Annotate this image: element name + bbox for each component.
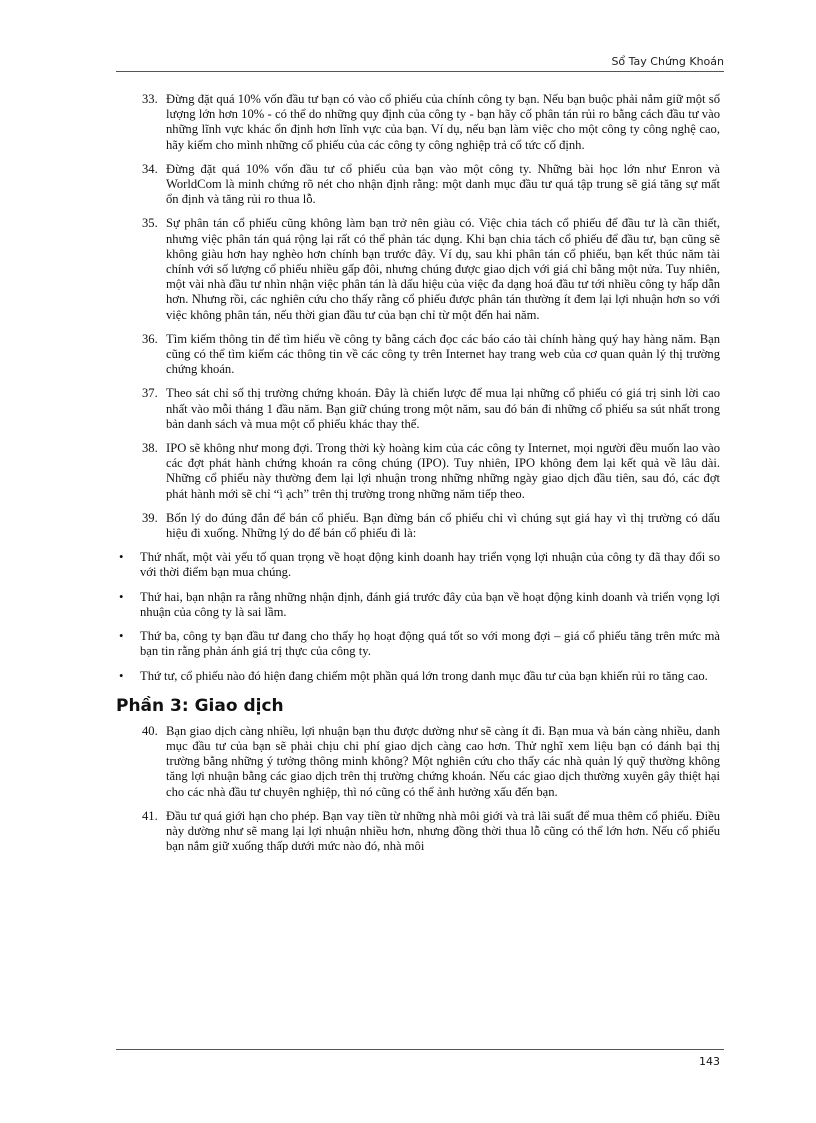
bullet-item [116, 629, 720, 659]
item-text: Theo sát chỉ số thị trường chứng khoán. Đây là chiến lược để mua lại những cổ phiếu có giá trị sinh lời cao nhất vào mỗi tháng 1 đầu năm. Bạn giữ chúng trong một năm, sau đó bán đi những cổ phiếu sa sút nhất trong bản danh sách và mua một cổ phiếu khác thay thế. [166, 386, 720, 431]
footer-divider [116, 1049, 724, 1050]
item-number: 34. [142, 161, 158, 176]
list-item [116, 162, 720, 208]
bullet-list [116, 550, 720, 683]
list-item [116, 386, 720, 432]
item-number: 37. [142, 386, 158, 401]
list-item [116, 216, 720, 322]
item-text: Bạn giao dịch càng nhiều, lợi nhuận bạn thu được dường như sẽ càng ít đi. Bạn mua và bán càng nhiều, danh mục đầu tư của bạn sẽ phải chịu chi phí giao dịch càng cao hơn. Thử nghĩ xem liệu bạn có đánh bại thị trường bằng những ý tưởng thông minh không? Một nghiên cứu cho thấy các nhà quản lý quỹ thường không tăng lợi nhuận bằng các giao dịch trên thị trường chứng khoán. Nếu các giao dịch thường xuyên gây thiệt hại cho các nhà đầu tư chuyên nghiệp, thì nó cũng có thể ảnh hưởng xấu đến bạn. [166, 723, 720, 799]
page-number: 143 [699, 1055, 720, 1068]
list-item [116, 92, 720, 153]
item-number: 39. [142, 510, 158, 525]
list-item [116, 441, 720, 502]
item-text: Bốn lý do đúng đắn để bán cổ phiếu. Bạn đừng bán cổ phiếu chỉ vì chúng sụt giá hay vì thị trường có dấu hiệu đi xuống. Những lý do để bán cổ phiếu đi là: [166, 510, 720, 541]
item-text: Sự phân tán cổ phiếu cũng không làm bạn trở nên giàu có. Việc chia tách cổ phiếu để đầu tư là cần thiết, nhưng việc phân tán quá rộng lại rất có thể phản tác dụng. Khi bạn chia tách cổ phiếu để đầu tư, bạn cũng sẽ không giàu hơn hay nghèo hơn chính bạn trước đây. Ví dụ, sau khi phân tán cổ phiếu, bạn kết thúc năm tài chính với số lượng cổ phiếu nhiều gấp đôi, nhưng chúng được giao dịch với giá chỉ bằng một nửa. Tuy nhiên, một vài nhà đầu tư nhìn nhận việc phân tán là dấu hiệu của việc đa dạng hoá đầu tư tới nhiều công ty hấp dẫn hơn. Nhưng rồi, các nghiên cứu cho thấy rằng cổ phiếu được phân tán thường ít đem lại lợi nhuận hơn so với việc không phân tán, nếu thời gian đầu tư của bạn chỉ từ một đến hai năm. [166, 216, 720, 322]
list-item [116, 332, 720, 378]
item-number: 33. [142, 92, 158, 106]
item-text: Đừng đặt quá 10% vốn đầu tư cổ phiếu của bạn vào một công ty. Những bài học lớn như Enron và WorldCom là minh chứng rõ nét cho nhận định rằng: một danh mục đầu tư quá tập trung sẽ giá tăng sự mất ổn định và tăng rủi ro thua lỗ. [166, 161, 720, 207]
numbered-list-part-1 [116, 92, 720, 541]
item-text: Đầu tư quá giới hạn cho phép. Bạn vay tiền từ những nhà môi giới và trả lãi suất để mua thêm cổ phiếu. Điều này dường như sẽ mang lại lợi nhuận nhiều hơn, nhưng đồng thời thua lỗ cũng có thể lớn hơn. Nếu cổ phiếu bạn nắm giữ xuống thấp dưới mức nào đó, nhà môi [166, 808, 720, 854]
bullet-icon: • [119, 589, 124, 604]
header-divider [116, 71, 724, 72]
page-body [116, 92, 720, 863]
bullet-text: Thứ hai, bạn nhận ra rằng những nhận định, đánh giá trước đây của bạn về hoạt động kinh doanh và triển vọng lợi nhuận của công ty là sai lầm. [140, 589, 720, 619]
list-item [116, 809, 720, 855]
running-header: Sổ Tay Chứng Khoán [611, 55, 724, 68]
numbered-list-part-2 [116, 724, 720, 855]
bullet-icon: • [119, 550, 124, 565]
bullet-text: Thứ nhất, một vài yếu tố quan trọng về hoạt động kinh doanh hay triển vọng lợi nhuận của công ty đã thay đổi so với thời điểm bạn mua chúng. [140, 550, 720, 580]
bullet-icon: • [119, 668, 124, 683]
bullet-item [116, 590, 720, 620]
item-text: Tìm kiếm thông tin để tìm hiểu về công ty bằng cách đọc các báo cáo tài chính hàng quý hay hàng năm. Bạn cũng có thể tìm kiếm các thông tin về các công ty trên Internet hay trang web của cơ quan quản lý thị trường chứng khoán. [166, 331, 720, 377]
item-number: 35. [142, 216, 158, 231]
list-item [116, 724, 720, 800]
item-number: 41. [142, 808, 158, 823]
item-text: IPO sẽ không như mong đợi. Trong thời kỳ hoàng kim của các công ty Internet, mọi người đều muốn lao vào các đợt phát hành chứng khoán ra công chúng (IPO). Tuy nhiên, IPO không đem lại kết quả về lâu dài. Những cổ phiếu này thường đem lại lợi nhuận trong những những ngày giao dịch đầu tiên, sau đó, các đợt phát hành mới sẽ chỉ “ì ạch” trên thị trường trong những năm tiếp theo. [166, 441, 720, 501]
item-number: 38. [142, 441, 158, 456]
list-item [116, 511, 720, 541]
item-number: 36. [142, 331, 158, 346]
item-number: 40. [142, 723, 158, 738]
bullet-text: Thứ ba, công ty bạn đầu tư đang cho thấy họ hoạt động quá tốt so với mong đợi – giá cổ phiếu tăng trên mức mà bạn tin rằng phản ánh giá trị thực của công ty. [140, 629, 720, 659]
item-text: Đừng đặt quá 10% vốn đầu tư bạn có vào cổ phiếu của chính công ty bạn. Nếu bạn buộc phải nắm giữ một số lượng lớn hơn 10% - có thể do những quy định của công ty - bạn hãy cố phân tán rủi ro bằng cách đầu tư vào những lĩnh vực khác ổn định hơn lĩnh vực của bạn. Ví dụ, nếu bạn làm việc cho một công ty công nghệ cao, hãy kiếm cho mình những cổ phiếu của các công ty công nghiệp trả cổ tức cố định. [166, 92, 720, 152]
bullet-item [116, 669, 720, 684]
bullet-text: Thứ tư, cổ phiếu nào đó hiện đang chiếm một phần quá lớn trong danh mục đầu tư của bạn khiến rủi ro tăng cao. [140, 668, 708, 683]
bullet-item [116, 550, 720, 580]
section-heading: Phần 3: Giao dịch [116, 695, 284, 716]
bullet-icon: • [119, 629, 124, 644]
